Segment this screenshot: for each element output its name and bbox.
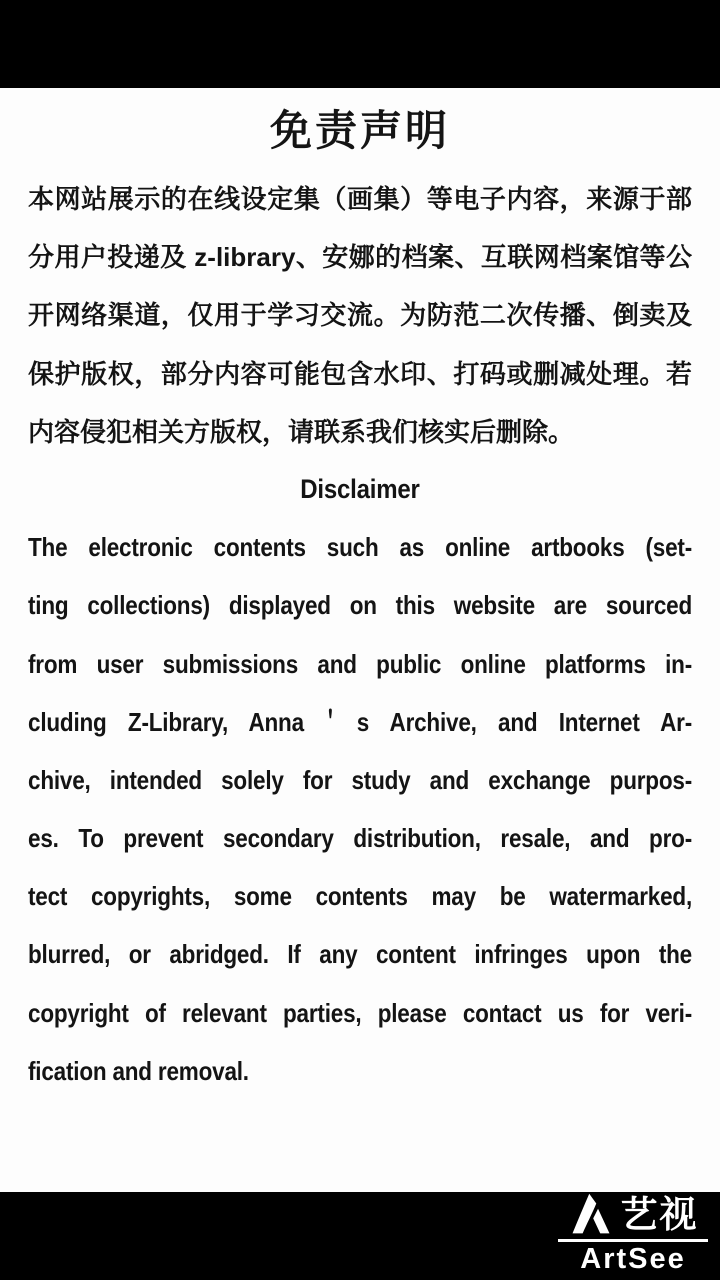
logo-name-cn: 艺视 <box>620 1194 699 1235</box>
disclaimer-body <box>28 170 692 1101</box>
cn-text-line: 保护版权，部分内容可能包含水印、打码或删减处理。若 <box>28 358 692 389</box>
cn-text-line: 分用户投递及 z-library、安娜的档案、互联网档案馆等公 <box>28 242 692 273</box>
page-title-cn: 免责声明 <box>269 107 450 154</box>
disclaimer-sheet <box>0 88 720 1192</box>
en-text-line: es. To prevent secondary distribution, resale, and pro- <box>28 823 692 853</box>
logo-name-en: ArtSee <box>580 1243 686 1275</box>
top-letterbox-bar <box>0 0 720 88</box>
en-text-line: copyright of relevant parties, please contact us for veri- <box>28 998 692 1028</box>
cn-text-line: 本网站展示的在线设定集（画集）等电子内容，来源于部 <box>28 184 692 214</box>
en-text-line: The electronic contents such as online artbooks (set- <box>28 533 692 563</box>
mountain-person-icon <box>568 1192 614 1236</box>
en-text-line: cluding Z-Library, Anna＇s Archive, and Internet Ar- <box>28 707 692 737</box>
logo-top-row <box>558 1190 708 1236</box>
en-text-line: from user submissions and public online platforms in- <box>28 649 692 679</box>
cn-text-line: 开网络渠道，仅用于学习交流。为防范二次传播、倒卖及 <box>28 300 692 331</box>
en-text-line: chive, intended solely for study and exchange purpos- <box>28 765 692 795</box>
en-text-line: blurred, or abridged. If any content infringes upon the <box>28 940 692 970</box>
en-text-line: fication and removal. <box>28 1056 249 1086</box>
logo-underline <box>558 1239 708 1242</box>
cn-text-line: 内容侵犯相关方版权，请联系我们核实后删除。 <box>28 416 575 447</box>
page-title-en: Disclaimer <box>300 474 420 505</box>
en-text-line: tect copyrights, some contents may be watermarked, <box>28 882 692 912</box>
artsee-logo <box>558 1190 708 1275</box>
bottom-letterbox-bar <box>0 1192 720 1280</box>
en-text-line: ting collections) displayed on this website are sourced <box>28 591 692 621</box>
